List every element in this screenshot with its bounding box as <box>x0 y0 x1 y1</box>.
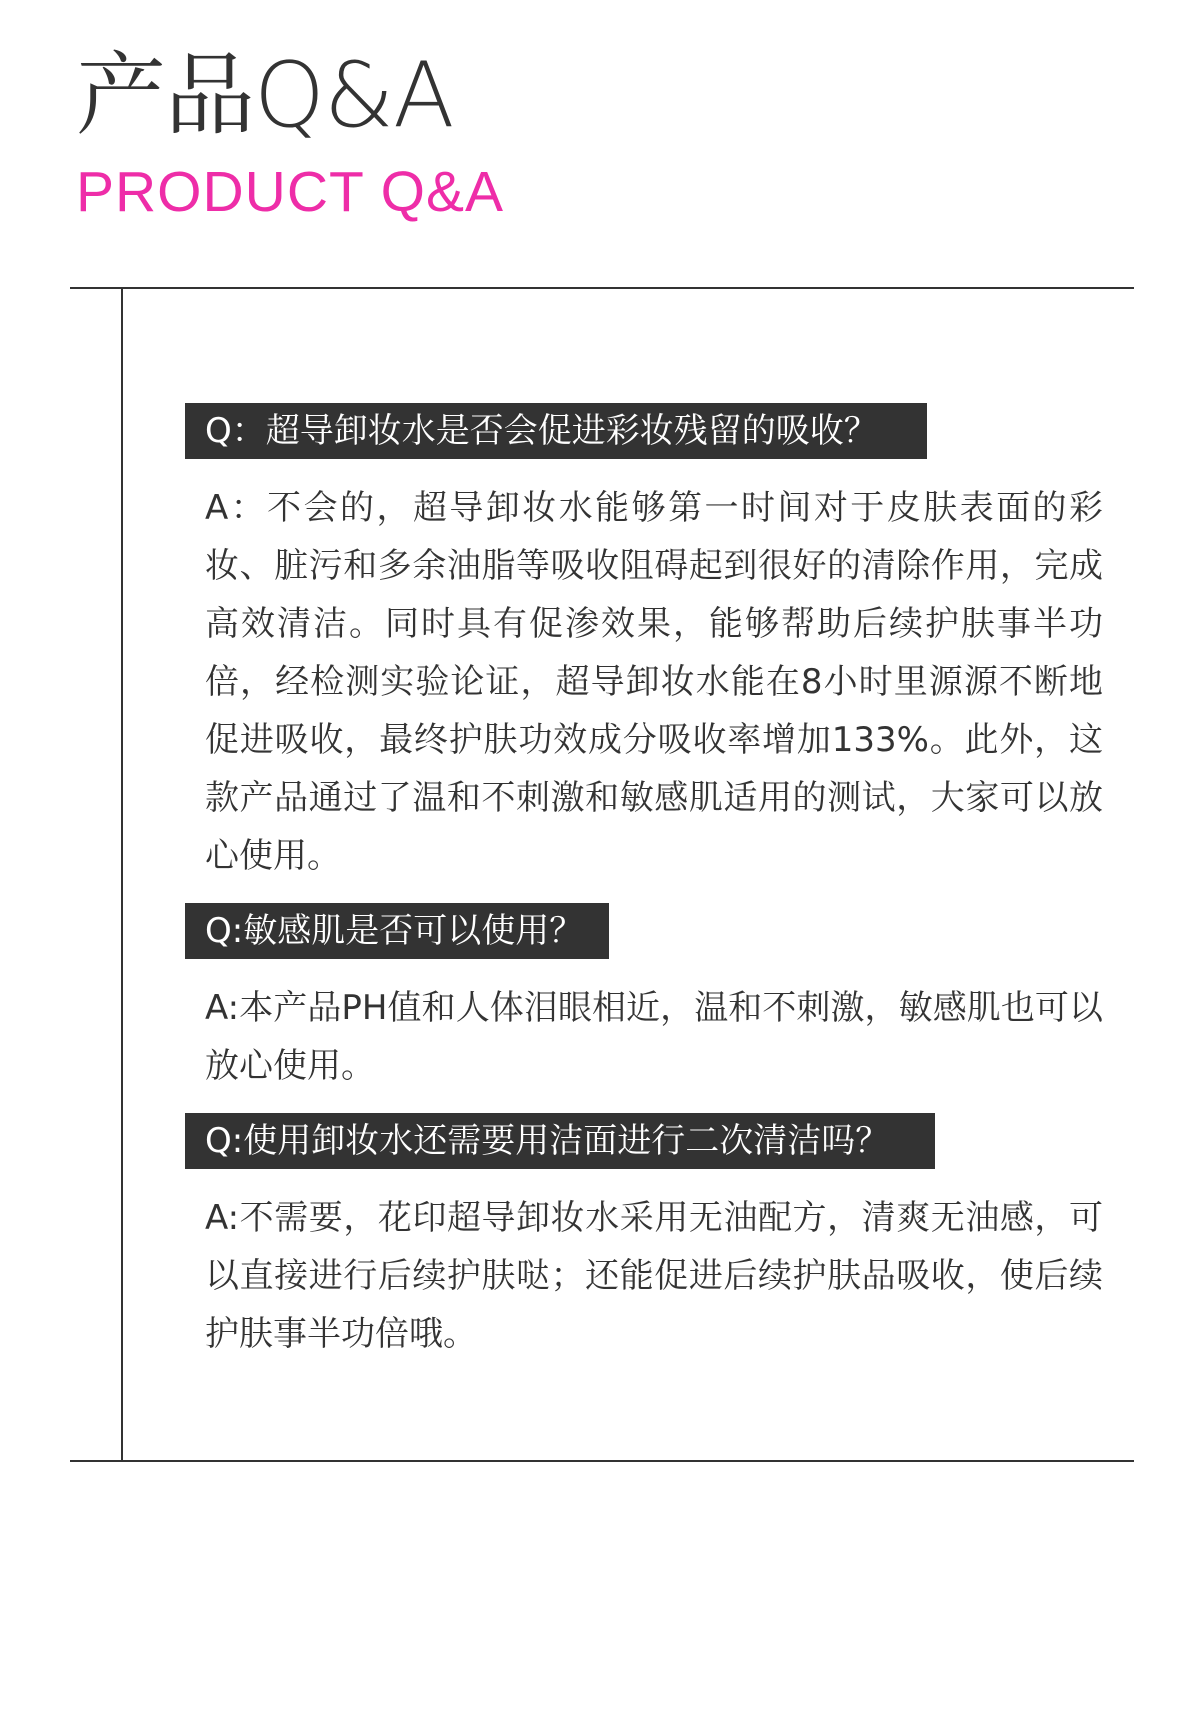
answer-text: A:本产品PH值和人体泪眼相近，温和不刺激，敏感肌也可以放心使用。 <box>205 988 1103 1086</box>
question-bar: Q：超导卸妆水是否会促进彩妆残留的吸收？ <box>185 403 927 459</box>
question-bar: Q:敏感肌是否可以使用？ <box>185 903 609 959</box>
question-bar: Q:使用卸妆水还需要用洁面进行二次清洁吗？ <box>185 1113 935 1169</box>
left-vertical-rule <box>121 287 123 1462</box>
page-title: 产品Q&A <box>76 43 454 148</box>
top-divider <box>70 287 1134 289</box>
answer-text: A:不需要，花印超导卸妆水采用无油配方，清爽无油感，可以直接进行后续护肤哒；还能促进后续护肤品吸收，使后续护肤事半功倍哦。 <box>205 1198 1103 1354</box>
answer-text: A：不会的，超导卸妆水能够第一时间对于皮肤表面的彩妆、脏污和多余油脂等吸收阻碍起到很好的清除作用，完成高效清洁。同时具有促渗效果，能够帮助后续护肤事半功倍，经检测实验论证，超导卸妆水能在8小时里源源不断地促进吸收，最终护肤功效成分吸收率增加133%。此外，这款产品通过了温和不刺激和敏感肌适用的测试，大家可以放心使用。 <box>205 488 1103 876</box>
bottom-divider <box>70 1460 1134 1462</box>
page-subtitle: PRODUCT Q&A <box>76 160 505 224</box>
